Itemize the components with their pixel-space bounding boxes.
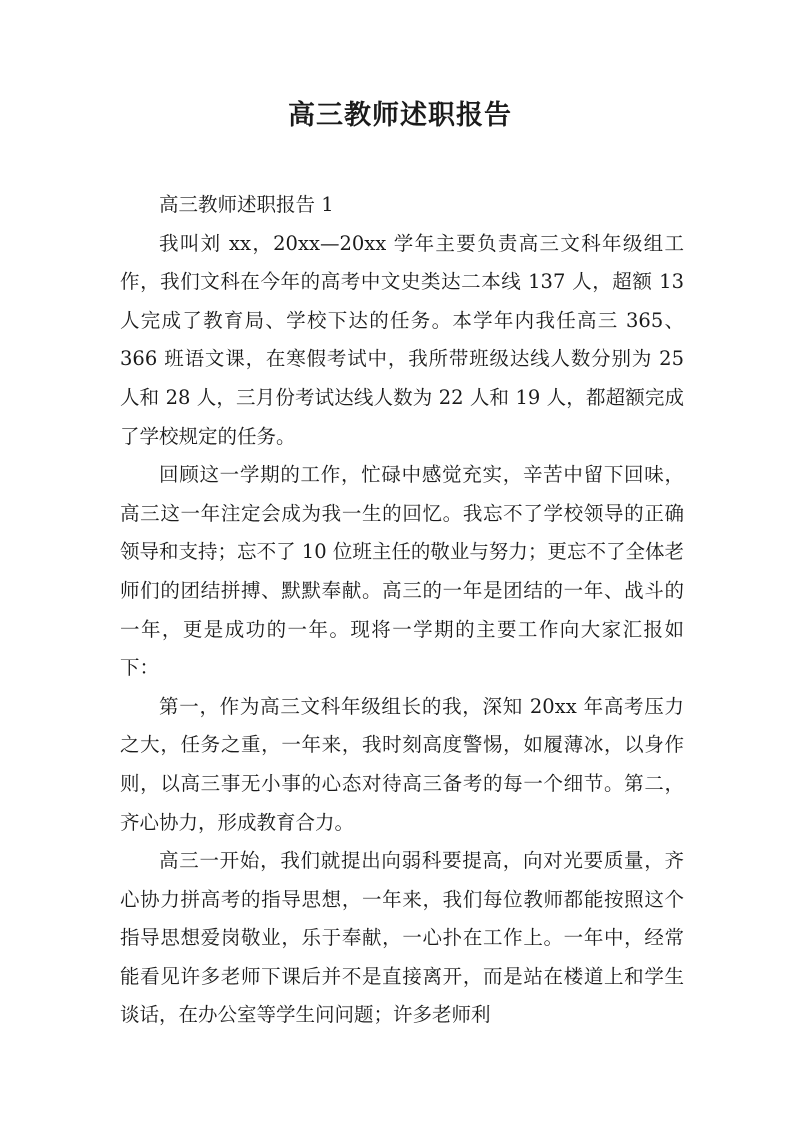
paragraph-4: 高三一开始，我们就提出向弱科要提高，向对光要质量，齐心协力拼高考的指导思想，一年来，我们每位教师都能按照这个指导思想爱岗敬业，乐于奉献，一心扑在工作上。一年中，经常能看见许多老师下课后并不是直接离开，而是站在楼道上和学生谈话，在办公室等学生问问题；许多老师利 (120, 849, 684, 1027)
document-body (120, 186, 684, 1035)
paragraph-2: 回顾这一学期的工作，忙碌中感觉充实，辛苦中留下回味，高三这一年注定会成为我一生的回忆。我忘不了学校领导的正确领导和支持；忘不了 10 位班主任的敬业与努力；更忘不了全体老师们的团结拼搏、默默奉献。高三的一年是团结的一年、战斗的一年，更是成功的一年。现将一学期的主要工作向大家汇报如下： (120, 463, 684, 680)
section-heading: 高三教师述职报告 1 (159, 193, 334, 216)
paragraph-3: 第一，作为高三文科年级组长的我，深知 20xx 年高考压力之大，任务之重，一年来，我时刻高度警惕，如履薄冰，以身作则，以高三事无小事的心态对待高三备考的每一个细节。第二，齐心协力，形成教育合力。 (120, 694, 684, 834)
document-title: 高三教师述职报告 (288, 100, 512, 131)
paragraph-1: 我叫刘 xx，20xx—20xx 学年主要负责高三文科年级组工作，我们文科在今年的高考中文史类达二本线 137 人，超额 13 人完成了教育局、学校下达的任务。本学年内我任高三 365、366 班语文课，在寒假考试中，我所带班级达线人数分别为 25 人和 28 人，三月份考试达线人数为 22 人和 19 人，都超额完成了学校规定的任务。 (120, 231, 684, 448)
